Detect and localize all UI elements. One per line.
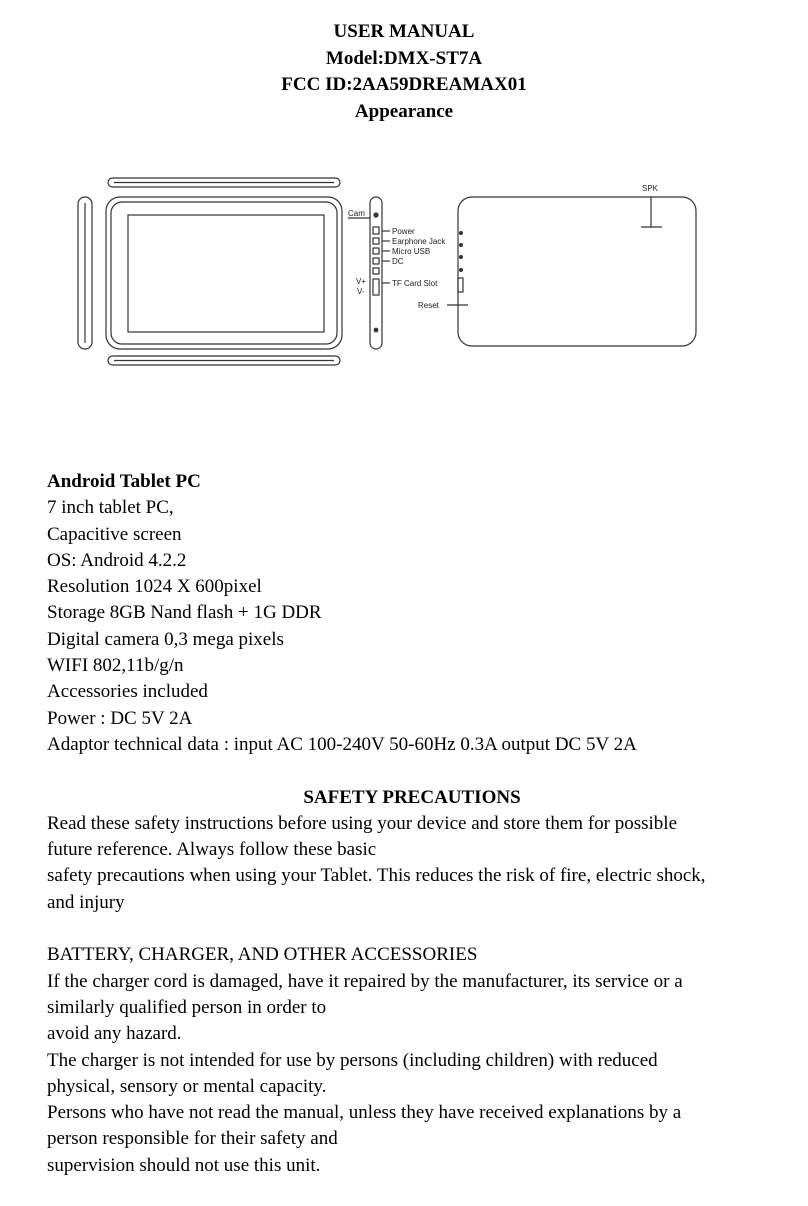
spec-line: WIFI 802,11b/g/n xyxy=(47,655,184,677)
battery-heading: BATTERY, CHARGER, AND OTHER ACCESSORIES xyxy=(47,944,478,966)
safety-heading: SAFETY PRECAUTIONS xyxy=(303,786,521,808)
micro-usb-label: Micro USB xyxy=(392,247,431,256)
tf-card-slot-label: TF Card Slot xyxy=(392,279,438,288)
tablet-top-edge-view xyxy=(108,178,340,187)
fcc-id: FCC ID:2AA59DREAMAX01 xyxy=(281,74,527,95)
manual-body xyxy=(47,469,777,1179)
battery-line: person responsible for their safety and xyxy=(47,1128,338,1150)
battery-line: If the charger cord is damaged, have it repaired by the manufacturer, its service or a xyxy=(47,970,683,992)
tablet-side-view-right xyxy=(370,197,382,349)
battery-line: avoid any hazard. xyxy=(47,1023,182,1045)
earphone-jack-label: Earphone Jack xyxy=(392,237,446,246)
volume-down-label: V- xyxy=(357,287,365,296)
safety-line: Read these safety instructions before using your device and store them for possible xyxy=(47,812,677,834)
spec-line: Digital camera 0,3 mega pixels xyxy=(47,628,284,650)
appearance-heading: Appearance xyxy=(354,100,454,122)
specs-heading: Android Tablet PC xyxy=(47,471,201,492)
power-label: Power xyxy=(392,227,415,236)
document-header xyxy=(0,19,808,125)
volume-up-label: V+ xyxy=(356,277,367,286)
spec-line: Resolution 1024 X 600pixel xyxy=(47,576,262,598)
spec-line: Power : DC 5V 2A xyxy=(47,707,193,729)
tablet-side-view-left xyxy=(78,197,92,349)
battery-line: Persons who have not read the manual, unless they have received explanations by a xyxy=(47,1102,682,1124)
spec-line: Adaptor technical data : input AC 100-240V 50-60Hz 0.3A output DC 5V 2A xyxy=(47,733,637,755)
battery-line: The charger is not intended for use by persons (including children) with reduced xyxy=(47,1049,658,1071)
tablet-back-view xyxy=(458,197,696,346)
battery-line: supervision should not use this unit. xyxy=(47,1154,321,1176)
safety-line: and injury xyxy=(47,891,125,913)
reset-label: Reset xyxy=(418,301,439,310)
speaker-label: SPK xyxy=(642,184,659,193)
tablet-appearance-diagram xyxy=(72,175,712,375)
safety-line: safety precautions when using your Tablet. This reduces the risk of fire, electric shock, xyxy=(47,865,706,887)
spec-line: Storage 8GB Nand flash + 1G DDR xyxy=(47,602,322,624)
spec-line: 7 inch tablet PC, xyxy=(47,497,174,519)
cam-label: Cam xyxy=(348,209,365,218)
model-number: Model:DMX-ST7A xyxy=(325,47,483,69)
battery-line: physical, sensory or mental capacity. xyxy=(47,1075,327,1097)
safety-line: future reference. Always follow these basic xyxy=(47,839,377,861)
battery-line: similarly qualified person in order to xyxy=(47,996,327,1018)
spec-line: Capacitive screen xyxy=(47,523,182,545)
dc-label: DC xyxy=(392,257,404,266)
tablet-front-view xyxy=(106,197,342,349)
manual-title: USER MANUAL xyxy=(333,21,475,42)
tablet-bottom-edge-view xyxy=(108,356,340,365)
spec-line: Accessories included xyxy=(47,681,208,703)
spec-line: OS: Android 4.2.2 xyxy=(47,549,187,571)
